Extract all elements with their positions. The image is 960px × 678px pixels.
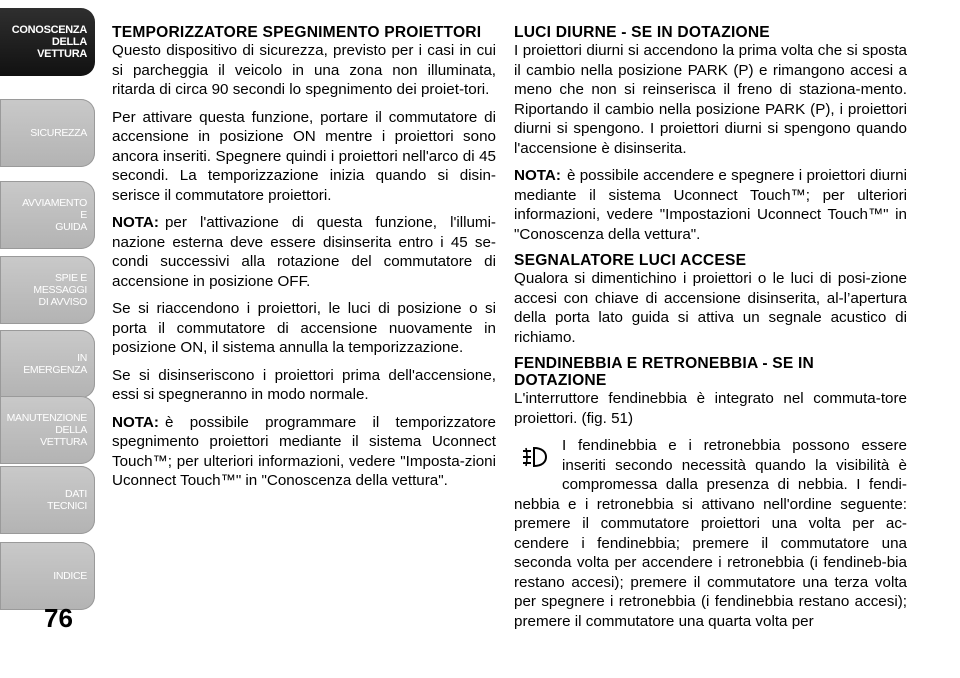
paragraph: Questo dispositivo di sicurezza, previsto per i casi in cui si parcheggia il veicolo in una zona non illuminata, ritarda di circa 90 secondi lo spegnimento dei proiet-tori. — [112, 42, 496, 98]
tab-dati-tecnici[interactable] — [0, 466, 95, 534]
note-label: NOTA: — [112, 214, 159, 231]
tab-conoscenza-della-vettura[interactable] — [0, 8, 95, 76]
tab-label: MANUTENZIONE DELLA VETTURA — [6, 412, 87, 448]
paragraph: I proiettori diurni si accendono la prima volta che si sposta il cambio nella posizione PARK (P) e rimangono accesi a meno che non si reinserisca il freno di staziona-mento. Riportando il cambio nella posizione PARK (P), i proiettori diurni si spengono. I proiettori diurni si spengono quando l'accensione è disinserita. — [514, 42, 907, 157]
note-text: è possibile programmare il temporizzatore spegnimento proiettori mediante il sistema Uconnect Touch™; per ulteriori informazioni, vedere "Imposta-zioni Uconnect Touch™" in "Conoscenza della vettura". — [112, 413, 496, 489]
note-text: è possibile accendere e spegnere i proiettori diurni mediante il sistema Uconnect Touch™; per ulteriori informazioni, vedere "Impostazioni Uconnect Touch™" in "Conoscenza della vettura". — [514, 167, 907, 243]
note-paragraph — [514, 166, 907, 244]
page-number: 76 — [44, 603, 73, 633]
note-paragraph — [112, 413, 496, 491]
paragraph: Per attivare questa funzione, portare il commutatore di accensione in posizione ON mentre i proiettori sono ancora inseriti. Spegnere quindi i proiettori nell'arco di 45 secondi. La temporizzazione inizia quando si disin-serisce il commutatore proiettori. — [112, 108, 496, 204]
tab-manutenzione-della-vettura[interactable] — [0, 396, 95, 464]
tab-spie-e-messaggi[interactable] — [0, 256, 95, 324]
tab-label: AVVIAMENTO E GUIDA — [22, 197, 87, 233]
note-label: NOTA: — [514, 167, 561, 184]
paragraph: Se si disinseriscono i proiettori prima dell'accensione, essi si spegneranno in modo normale. — [112, 366, 496, 403]
left-column — [112, 24, 496, 499]
fog-light-icon — [520, 442, 554, 482]
section-heading-segnalatore: SEGNALATORE LUCI ACCESE — [514, 252, 747, 269]
paragraph: Se si riaccendono i proiettori, le luci di posizione o si porta il commutatore di accensione nuovamente in posizione ON, il sistema annulla la temporizzazione. — [112, 300, 496, 356]
tab-label: DATI TECNICI — [47, 488, 87, 512]
section-heading-fendinebbia: FENDINEBBIA E RETRONEBBIA - SE IN DOTAZIONE — [514, 355, 815, 389]
section-heading-luci-diurne: LUCI DIURNE - SE IN DOTAZIONE — [514, 24, 770, 41]
tab-indice[interactable] — [0, 542, 95, 610]
section-tabs — [0, 0, 100, 678]
tab-label: INDICE — [53, 570, 87, 582]
tab-label: IN EMERGENZA — [23, 352, 87, 376]
fog-light-block — [514, 436, 907, 631]
tab-label: SICUREZZA — [30, 127, 87, 139]
tab-label: CONOSCENZA DELLA VETTURA — [11, 24, 87, 60]
right-column — [514, 24, 907, 639]
note-text: per l'attivazione di questa funzione, l'illumi-nazione esterna deve essere disinserita entro i 45 se-condi successivi alla rotazione del commutatore di accensione in posizione OFF. — [112, 214, 496, 290]
tab-sicurezza[interactable] — [0, 99, 95, 167]
paragraph: I fendinebbia e i retronebbia possono essere inseriti secondo necessità quando la visibilità è compromessa dalla presenza di nebbia. I fendi-nebbia e i retronebbia si attivano nell'ordine seguente: premere il commutatore proiettori una volta per ac-cendere i fendinebbia; premere il commutatore una seconda volta per accendere i retronebbia (i fendineb-bia restano accesi); premere il commutatore una terza volta per spegnere i retronebbia (i fendinebbia restano accesi); premere il commutatore una quarta volta per — [514, 437, 907, 630]
note-label: NOTA: — [112, 413, 159, 431]
tab-label: SPIE E MESSAGGI DI AVVISO — [33, 272, 87, 308]
paragraph: L'interruttore fendinebbia è integrato nel commuta-tore proiettori. (fig. 51) — [514, 390, 907, 427]
paragraph: Qualora si dimentichino i proiettori o le luci di posi-zione accesi con chiave di accensione disinserita, al-l’apertura della porta lato guida si attiva un segnale acustico di richiamo. — [514, 270, 907, 346]
note-paragraph — [112, 213, 496, 291]
section-heading-temporizzatore: TEMPORIZZATORE SPEGNIMENTO PROIETTORI — [112, 24, 482, 41]
tab-in-emergenza[interactable] — [0, 330, 95, 398]
tab-avviamento-e-guida[interactable] — [0, 181, 95, 249]
